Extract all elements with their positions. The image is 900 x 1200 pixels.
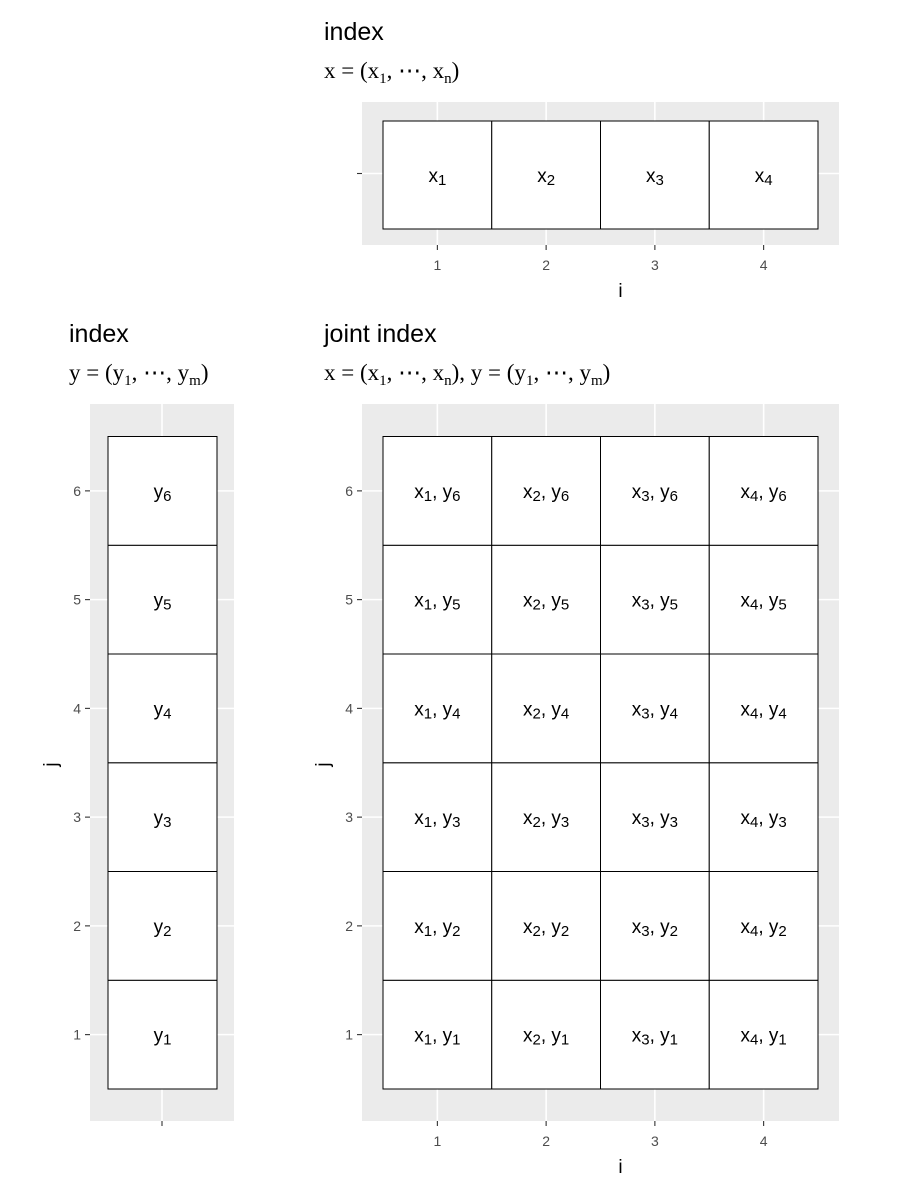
- x-index-title: index: [324, 18, 384, 46]
- cell-label: x2, y2: [523, 916, 570, 941]
- cell-label: x3, y3: [631, 808, 678, 832]
- y-tick-label: 5: [73, 591, 81, 608]
- cell-label: x4: [754, 166, 773, 190]
- x-tick-label: 1: [433, 257, 442, 273]
- cell-label: x3, y5: [631, 590, 678, 614]
- cell-label: x1, y1: [414, 1025, 461, 1049]
- cell-label: x1, y4: [414, 699, 461, 723]
- cell-label: x1, y3: [414, 808, 461, 832]
- cell-label: y4: [153, 699, 172, 723]
- y-tick-label: 3: [73, 809, 81, 826]
- cell-label: x2, y5: [523, 590, 570, 614]
- cell-label: x4, y2: [740, 916, 787, 941]
- x-tick-label: 1: [433, 1133, 442, 1149]
- y-tick-label: 1: [345, 1026, 353, 1043]
- y-tick-label: 2: [345, 917, 353, 934]
- cell-label: x2, y1: [523, 1025, 570, 1049]
- y-tick-label: 4: [345, 700, 353, 717]
- cell-label: x2: [537, 166, 556, 190]
- x-axis-title: i: [618, 1157, 623, 1178]
- y-tick-label: 2: [73, 917, 81, 934]
- cell-label: x4, y4: [740, 699, 787, 723]
- cell-label: x4, y5: [740, 590, 787, 614]
- cell-label: x3: [645, 166, 664, 190]
- y-tick-label: 6: [73, 482, 81, 499]
- cell-label: x3, y1: [631, 1025, 678, 1049]
- y-axis-title: j: [41, 762, 62, 767]
- x-tick-label: 4: [759, 1133, 768, 1149]
- cell-label: x4, y3: [740, 808, 787, 832]
- cell-label: x1, y2: [414, 916, 461, 941]
- x-axis-title: i: [618, 281, 623, 302]
- y-index-title: index: [69, 320, 129, 348]
- cell-label: x1, y6: [414, 481, 461, 506]
- cell-label: x1: [428, 166, 447, 190]
- y-tick-label: 1: [73, 1026, 81, 1043]
- cell-label: x2, y4: [523, 699, 570, 723]
- joint-index-title: joint index: [324, 320, 437, 348]
- cell-label: y2: [153, 916, 172, 941]
- y-tick-label: 3: [345, 809, 353, 826]
- cell-label: x2, y3: [523, 808, 570, 832]
- cell-label: x3, y2: [631, 916, 678, 941]
- cell-label: x3, y4: [631, 699, 678, 723]
- panel-2: [313, 404, 839, 1178]
- panel-1: [41, 404, 234, 1126]
- x-tick-label: 3: [650, 1133, 659, 1149]
- cell-label: x3, y6: [631, 481, 678, 506]
- cell-label: x4, y1: [740, 1025, 787, 1049]
- x-index-subtitle: $x = (x_1$, ⋯, $x_n$): [324, 58, 460, 87]
- cell-label: y1: [153, 1025, 172, 1049]
- cell-label: y6: [153, 481, 172, 506]
- cell-label: y5: [153, 590, 172, 614]
- x-tick-label: 3: [650, 257, 659, 273]
- y-tick-label: 4: [73, 700, 81, 717]
- cell-label: x4, y6: [740, 481, 787, 506]
- y-tick-label: 5: [345, 591, 353, 608]
- x-tick-label: 2: [542, 257, 551, 273]
- cell-label: y3: [153, 808, 172, 832]
- y-index-subtitle: $y = (y_1$, ⋯, $y_m$): [69, 360, 209, 389]
- joint-index-subtitle: $x = (x_1$, ⋯, $x_n$), $y = (y_1$, ⋯, $y_m$): [324, 360, 611, 389]
- cell-label: x2, y6: [523, 481, 570, 506]
- y-axis-title: j: [313, 762, 334, 767]
- x-tick-label: 2: [542, 1133, 551, 1149]
- panel-0: [357, 102, 839, 302]
- y-tick-label: 6: [345, 482, 353, 499]
- x-tick-label: 4: [759, 257, 768, 273]
- cell-label: x1, y5: [414, 590, 461, 614]
